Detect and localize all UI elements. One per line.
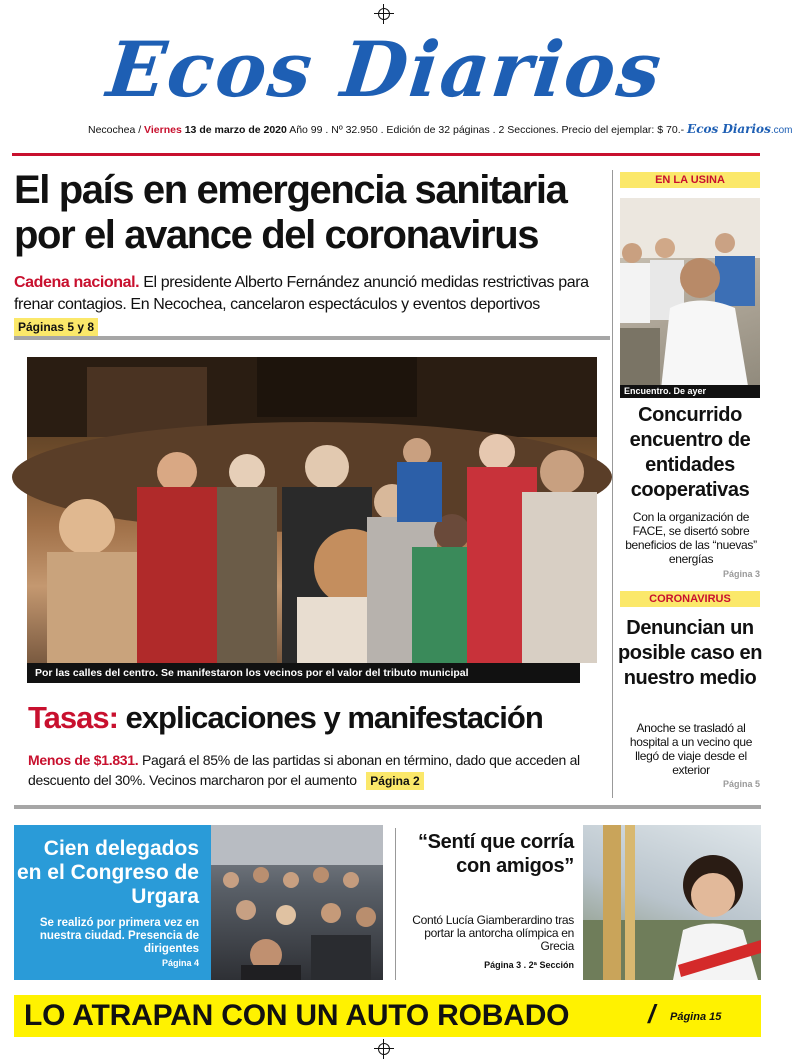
- lead-summary: [14, 272, 614, 338]
- lead-page-tag: Páginas 5 y 8: [14, 318, 98, 336]
- urgara-page: Página 4: [161, 958, 199, 968]
- congress-photo-image: [211, 825, 383, 980]
- dateline-brand: Ecos Diarios: [687, 122, 771, 136]
- top-red-rule: [12, 153, 760, 156]
- tasas-text: Pagará el 85% de las partidas si abonan en término, dado que acceden al descuento del 30%. Vecinos marcharon por el aumento: [28, 752, 580, 788]
- tasas-headline-keyword: Tasas:: [28, 700, 118, 735]
- dateline-city: Necochea /: [88, 124, 142, 136]
- lead-text: El presidente Alberto Fernández anunció medidas restrictivas para frenar contagios. En Necochea, cancelaron espectáculos y eventos deportivos: [14, 274, 589, 313]
- banner-page: Página 15: [670, 1011, 722, 1023]
- congress-photo: [211, 825, 383, 980]
- tasas-summary: [28, 750, 588, 790]
- usina-photo: [620, 198, 760, 398]
- bottom-column-divider: [395, 828, 396, 980]
- antorcha-headline: “Sentí que corría con amigos”: [417, 831, 574, 877]
- lead-kicker: Cadena nacional.: [14, 274, 140, 291]
- protest-photo: [27, 357, 597, 663]
- tasas-headline: [28, 698, 608, 738]
- banner-headline: LO ATRAPAN CON UN AUTO ROBADO: [24, 999, 570, 1032]
- tasas-page-tag: Página 2: [366, 772, 423, 790]
- usina-page: Página 3: [722, 569, 760, 579]
- antorcha-page: Página 3 . 2ª Sección: [484, 960, 574, 970]
- lead-headline-line1: El país en emergencia sanitaria: [14, 168, 567, 212]
- dateline: [88, 122, 793, 136]
- coronavirus-section-label: CORONAVIRUS: [620, 591, 760, 607]
- tasas-kicker: Menos de $1.831.: [28, 752, 139, 768]
- lead-headline-line2: por el avance del coronavirus: [14, 213, 539, 257]
- banner-separator: /: [648, 999, 656, 1029]
- coronavirus-text: Anoche se trasladó al hospital a un vecino que llegó de viaje desde el exterior: [629, 721, 753, 777]
- lead-divider: [14, 336, 610, 340]
- breaking-banner: [14, 995, 761, 1037]
- protest-photo-caption: Por las calles del centro. Se manifestaron los vecinos por el valor del tributo municipal: [27, 663, 580, 683]
- dateline-date: 13 de marzo de 2020: [184, 124, 287, 136]
- sidebar-divider: [612, 170, 613, 798]
- usina-section-label: EN LA USINA: [620, 172, 760, 188]
- dateline-brand-suffix: .com: [770, 125, 793, 136]
- usina-photo-caption: Encuentro. De ayer: [620, 385, 760, 398]
- registration-mark-bottom: [374, 1039, 394, 1059]
- urgara-box: [14, 825, 211, 980]
- dateline-details: Año 99 . Nº 32.950 . Edición de 32 páginas . 2 Secciones. Precio del ejemplar: $ 70.-: [289, 124, 685, 136]
- bottom-divider: [14, 805, 761, 809]
- registration-mark-top: [374, 4, 394, 24]
- masthead-logo: Ecos Diarios: [103, 25, 668, 114]
- protest-photo-image: [27, 357, 597, 663]
- tasas-headline-rest: explicaciones y manifestación: [117, 700, 543, 735]
- athlete-photo-image: [583, 825, 761, 980]
- usina-photo-image: [620, 198, 760, 398]
- dateline-weekday: Viernes: [144, 124, 182, 136]
- athlete-photo: [583, 825, 761, 980]
- coronavirus-page: Página 5: [722, 779, 760, 789]
- usina-headline: Concurrido encuentro de entidades cooperativas: [629, 404, 751, 501]
- lead-headline: [14, 168, 604, 258]
- usina-text: Con la organización de FACE, se disertó sobre beneficios de las “nuevas” energías: [625, 510, 757, 566]
- coronavirus-headline: Denuncian un posible caso en nuestro medio: [617, 617, 763, 689]
- antorcha-text: Contó Lucía Giamberardino tras portar la antorcha olímpica en Grecia: [412, 913, 574, 953]
- urgara-text: Se realizó por primera vez en nuestra ciudad. Presencia de dirigentes: [39, 917, 199, 955]
- urgara-headline: Cien delegados en el Congreso de Urgara: [16, 837, 199, 908]
